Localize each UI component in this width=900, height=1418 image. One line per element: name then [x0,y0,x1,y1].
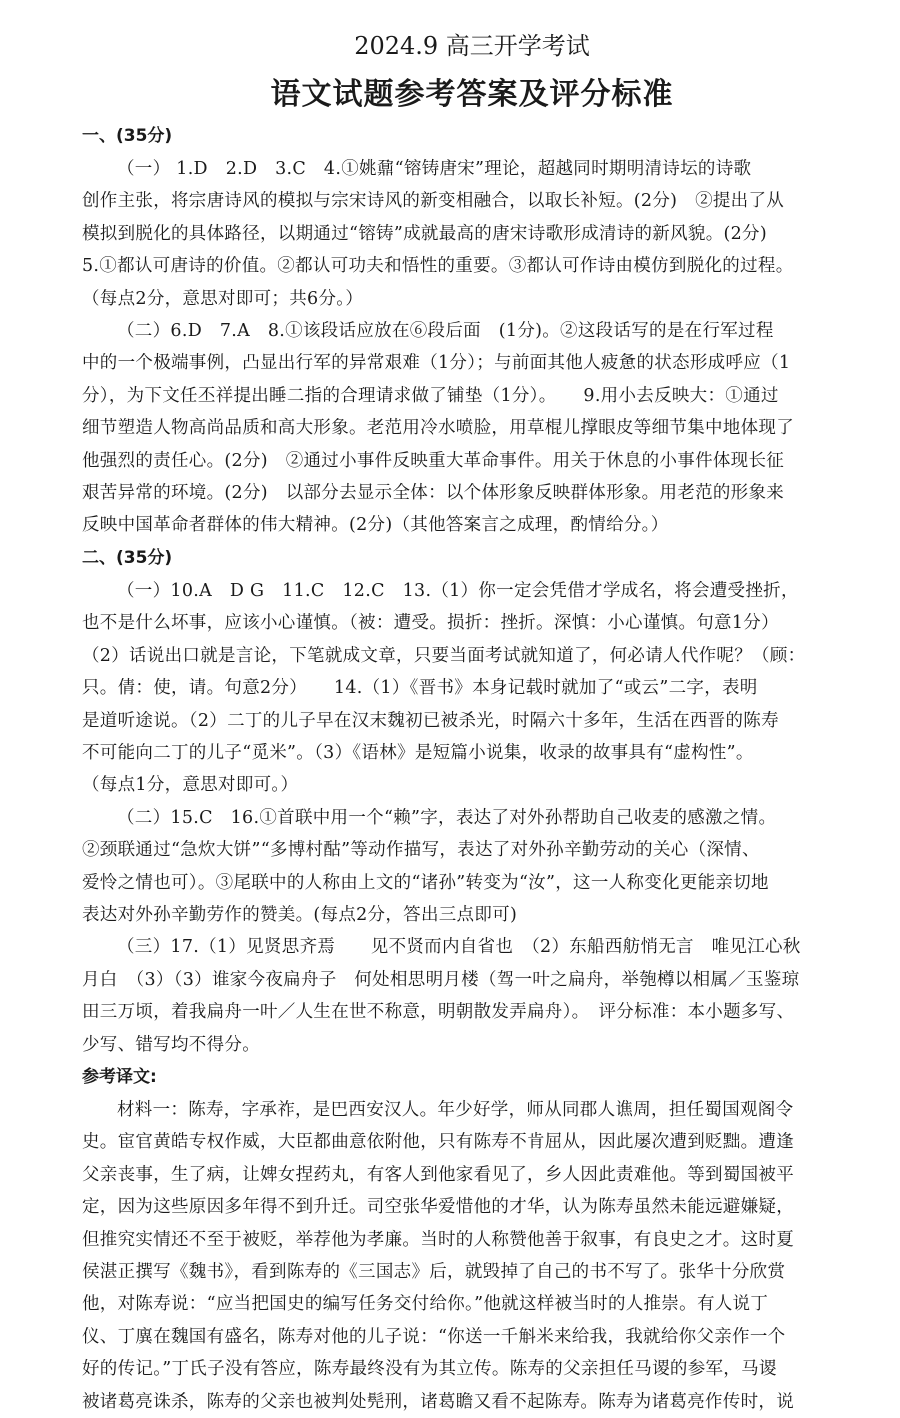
text-line: 不可能向二丁的儿子“觅米”。（3）《语林》是短篇小说集，收录的故事具有“虚构性”。 [82,742,754,763]
text-line: 爱怜之情也可）。③尾联中的人称由上文的“诸孙”转变为“汝”，这一人称变化更能亲切地 [82,872,769,893]
text-line: 少写、错写均不得分。 [82,1034,260,1055]
text-line: 父亲丧事，生了病，让婢女捏药丸，有客人到他家看见了，乡人因此责难他。等到蜀国被平 [82,1164,794,1185]
text-line: 模拟到脱化的具体路径，以期通过“镕铸”成就最高的唐宋诗歌形成清诗的新风貌。(2分) [82,223,767,244]
text-line: 中的一个极端事例，凸显出行军的异常艰难（1分）；与前面其他人疲惫的状态形成呼应（1 [82,353,791,374]
text-line: 艰苦异常的环境。(2分) 以部分去显示全体：以个体形象反映群体形象。用老范的形象来 [82,483,785,504]
text-line: （三）17.（1）见贤思齐焉 见不贤而内自省也 （2）东船西舫悄无言 唯见江心秋 [117,937,801,958]
text-line: 只。倩：使，请。句意2分） 14.（1）《晋书》本身记载时就加了“或云”二字，表明 [82,678,758,699]
text-line: 仪、丁廙在魏国有盛名，陈寿对他的儿子说：“你送一千斛米来给我，我就给你父亲作一个 [82,1326,786,1347]
translation-body [82,1094,862,1418]
text-line: 他，对陈寿说：“应当把国史的编写任务交付给你。”他就这样被当时的人推崇。有人说丁 [82,1294,769,1315]
text-line: 被诸葛亮诛杀，陈寿的父亲也被判处髡刑，诸葛瞻又看不起陈寿。陈寿为诸葛亮作传时，说 [82,1391,794,1412]
text-line: 分），为下文任丕祥提出睡二指的合理请求做了铺垫（1分）。 9.用小去反映大：①通过 [82,385,779,406]
text-line: 史。宦官黄皓专权作威，大臣都曲意依附他，只有陈寿不肯屈从，因此屡次遭到贬黜。遭逢 [82,1132,794,1153]
text-line: 也不是什么坏事，应该小心谨慎。（被：遭受。损折：挫折。深慎：小心谨慎。句意1分） [82,613,779,634]
text-line: （二）15.C 16.①首联中用一个“赖”字，表达了对外孙帮助自己收麦的感激之情。 [117,807,777,828]
text-line: （一）10.A D G 11.C 12.C 13.（1）你一定会凭借才学成名，将会遭受挫折， [117,580,799,601]
text-line: 田三万顷，着我扁舟一叶／人生在世不称意，明朝散发弄扁舟）。 评分标准：本小题多写、 [82,1002,795,1023]
text-line: 好的传记。”丁氏子没有答应，陈寿最终没有为其立传。陈寿的父亲担任马谡的参军，马谡 [82,1359,777,1380]
text-line: 反映中国革命者群体的伟大精神。(2分)（其他答案言之成理，酌情给分。） [82,515,669,536]
text-line: 他强烈的责任心。(2分) ②通过小事件反映重大革命事件。用关于休息的小事件体现长征 [82,450,785,471]
text-line: 5.①都认可唐诗的价值。②都认可功夫和悟性的重要。③都认可作诗由模仿到脱化的过程。 [82,256,794,277]
section-1-heading: 一、(35分) [82,126,173,146]
exam-title: 2024.9 高三开学考试 [354,32,590,60]
text-line: （二）6.D 7.A 8.①该段话应放在⑥段后面 (1分)。②这段话写的是在行军过程 [117,321,774,342]
text-line: （一） 1.D 2.D 3.C 4.①姚鼐“镕铸唐宋”理论，超越同时期明清诗坛的诗歌 [117,159,752,179]
text-line: 定，因为这些原因多年得不到升迁。司空张华爱惜他的才华，认为陈寿虽然未能远避嫌疑， [82,1197,794,1218]
text-line: 月白 （3）（3）谁家今夜扁舟子 何处相思明月楼（驾一叶之扁舟，举匏樽以相属／玉鉴琼 [82,969,800,990]
text-line: 是道听途说。（2）二丁的儿子早在汉末魏初已被杀光，时隔六十多年，生活在西晋的陈寿 [82,710,779,731]
text-line: ②颈联通过“急炊大饼”“多博村酤”等动作描写，表达了对外孙辛勤劳动的关心（深情、 [82,840,760,861]
text-line: 侯湛正撰写《魏书》，看到陈寿的《三国志》后，就毁掉了自己的书不写了。张华十分欣赏 [82,1262,786,1282]
text-line: 但推究实情还不至于被贬，举荐他为孝廉。当时的人称赞他善于叙事，有良史之才。这时夏 [82,1229,794,1250]
text-line: （每点2分，意思对即可；共6分。） [82,288,364,309]
text-line: 表达对外孙辛勤劳作的赞美。(每点2分，答出三点即可) [82,904,518,925]
text-line: 材料一：陈寿，字承祚，是巴西安汉人。年少好学，师从同郡人谯周，担任蜀国观阁令 [117,1099,794,1120]
translation-heading: 参考译文: [82,1066,157,1087]
section-1-body [82,153,862,542]
text-line: 细节塑造人物高尚品质和高大形象。老范用冷水喷脸，用草棍儿撑眼皮等细节集中地体现了 [82,418,794,439]
document-title: 语文试题参考答案及评分标准 [270,77,674,112]
section-2-body [82,575,862,1061]
text-line: 创作主张，将宗唐诗风的模拟与宗宋诗风的新变相融合，以取长补短。(2分) ②提出了从 [82,191,785,212]
text-line: （每点1分，意思对即可。） [82,775,299,796]
text-line: （2）话说出口就是言论，下笔就成文章，只要当面考试就知道了，何必请人代作呢？（顾： [82,645,806,666]
section-2-heading: 二、(35分) [82,547,173,568]
